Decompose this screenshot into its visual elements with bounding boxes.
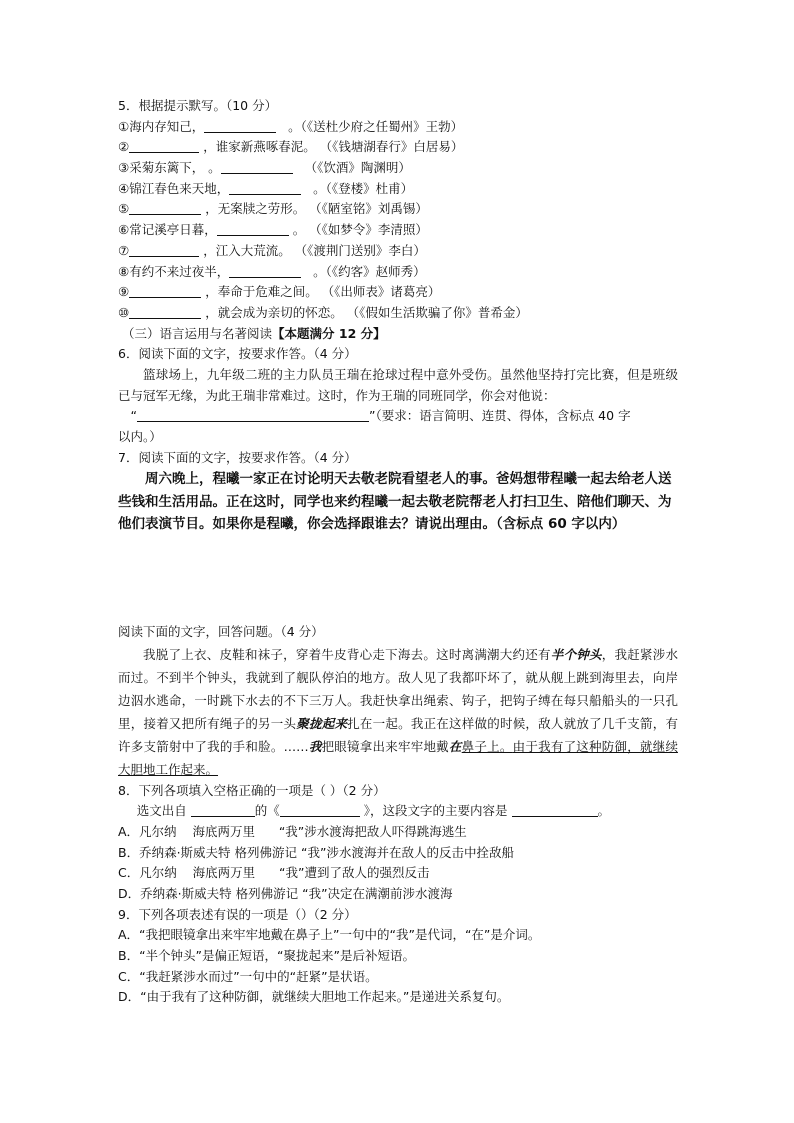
q9-option-a[interactable]: A．“我把眼镜拿出来牢牢地戴在鼻子上”一句中的“我”是代词，“在”是介词。: [118, 927, 541, 943]
q6-quote-open: “: [130, 408, 137, 424]
q9-option-b[interactable]: B．“半个钟头”是偏正短语，“聚拢起来”是后补短语。: [118, 948, 415, 964]
q8-option-a[interactable]: [118, 822, 678, 843]
q8-option-b[interactable]: [118, 843, 678, 864]
reading-p4-emphasis: 在: [448, 738, 462, 754]
q9-option-d[interactable]: D．“由于我有了这种防御，就继续大胆地工作起来。”是递进关系复句。: [118, 989, 510, 1005]
q5-item-8-pre: ⑧有约不来过夜半，: [118, 263, 230, 279]
section3-score: 【本题满分 12 分】: [272, 325, 386, 341]
q5-item-10-pre: ⑩: [118, 304, 130, 320]
reading-p3-emphasis: 我: [308, 738, 322, 754]
q8-option-a-label: A．凡尔纳: [118, 823, 177, 839]
q5-item-1-pre: ①海内存知己，: [118, 118, 205, 134]
reading-title: 阅读下面的文字，回答问题。（4 分）: [118, 623, 324, 639]
q5-item-8-blank[interactable]: [229, 263, 301, 278]
q8-option-c[interactable]: [118, 863, 678, 884]
q5-item-2: [118, 137, 678, 158]
q8-stem: [118, 801, 678, 822]
q5-item-4: [118, 179, 678, 200]
q5-item-6-pre: ⑥常记溪亭日暮，: [118, 222, 217, 238]
q5-item-4-pre: ④锦江春色来天地，: [118, 180, 230, 196]
q5-item-7-blank[interactable]: [129, 242, 199, 257]
q5-item-7-pre: ⑦: [118, 242, 130, 258]
q5-item-2-pre: ②: [118, 139, 130, 155]
exam-page: [118, 96, 678, 1008]
q9-title: 9．下列各项表述有误的一项是（）（2 分）: [118, 906, 357, 922]
q6-answer-blank[interactable]: [137, 407, 369, 422]
reading-p1-emphasis: 半个钟头: [550, 646, 602, 662]
q5-item-1-blank[interactable]: [204, 118, 276, 133]
q5-item-2-post: ，谁家新燕啄春泥。 （《钱塘湖春行》白居易）: [203, 139, 464, 155]
q5-item-1: [118, 117, 678, 138]
q5-item-1-post: 。（《送杜少府之任蜀州》王勃）: [288, 118, 464, 134]
reading-p3: 扎在一起。我正在这样做的时候，敌人就放了几千支箭，有许多支箭射中了我的手和脸。……: [118, 715, 678, 754]
q8-blank-content[interactable]: [512, 802, 598, 817]
section3-label: （三）语言运用与名著阅读: [122, 325, 273, 341]
q9-option-c[interactable]: C．“我赶紧涉水而过”一句中的“赶紧”是状语。: [118, 968, 378, 984]
q5-item-5-blank[interactable]: [129, 200, 201, 215]
reading-p1: 我脱了上衣、皮鞋和袜子，穿着牛皮背心走下海去。这时离满潮大约还有: [143, 646, 551, 662]
section3-heading: [118, 324, 678, 345]
reading-p5: 鼻子上。: [461, 738, 513, 754]
reading-p2: ，我赶紧涉水而过。不到半个钟头，我就到了舰队停泊的地方。敌人见了我都吓坏了，就从舰上跳到海里去，向岸边泅水逃命，一时跳下水去的不下三万人。我赶快拿出绳索、钩子，把钩子缚在每只船船头的一只孔里，接着又把所有绳子的另一头: [118, 646, 678, 731]
q8-option-c-content: “我”遭到了敌人的强烈反击: [279, 865, 430, 881]
q8-option-a-book: 海底两万里: [192, 823, 255, 839]
q8-blank-book[interactable]: [280, 802, 360, 817]
q7-title: 7．阅读下面的文字，按要求作答。（4 分）: [118, 449, 357, 465]
q5-item-10-post: ，就会成为亲切的怀恋。 （《假如生活欺骗了你》普希金）: [205, 304, 528, 320]
q8-option-a-content: “我”涉水渡海把敌人吓得跳海逃生: [278, 823, 467, 839]
q5-item-6-blank[interactable]: [217, 221, 289, 236]
q5-item-6-post: 。 （《如梦令》李清照）: [292, 222, 428, 238]
q8-option-d-label: D．乔纳森·斯威夫特: [118, 886, 232, 902]
q5-item-5-post: ，无案牍之劳形。 （《陋室铭》刘禹锡）: [205, 201, 428, 217]
q6-quote-close: ”（要求：语言简明、连贯、得体，含标点 40 字: [368, 408, 631, 424]
reading-p5-underlined: 由于我有了这种防御，就继续大胆地工作起来。: [118, 738, 678, 777]
q7-text: 周六晚上，程曦一家正在讨论明天去敬老院看望老人的事。爸妈想带程曦一起去给老人送些钱和生活用品。正在这时，同学也来约程曦一起去敬老院帮老人打扫卫生、陪他们聊天、为他们表演节目。如果你是程曦，你会选择跟谁去？请说出理由。（含标点 60 字以内）: [118, 471, 672, 533]
q8-option-c-book: 海底两万里: [192, 865, 256, 881]
q5-item-4-post: 。（《登楼》杜甫）: [313, 180, 414, 196]
q5-item-8: [118, 262, 678, 283]
q5-item-9-pre: ⑨: [118, 284, 130, 300]
q5-item-7: [118, 241, 678, 262]
q5-item-10: [118, 303, 678, 324]
q8-stem-a: 选文出自: [136, 803, 187, 819]
reading-passage: [118, 643, 678, 781]
q5-item-9: [118, 282, 678, 303]
q5-item-5-pre: ⑤: [118, 201, 130, 217]
q7-answer-space[interactable]: [118, 536, 678, 622]
q8-option-b-book: 格列佛游记: [234, 844, 298, 860]
q5-item-3-post: （《饮酒》陶渊明）: [304, 160, 411, 176]
q5-item-3-blank[interactable]: [221, 159, 293, 174]
q5-item-6: [118, 220, 678, 241]
q6-title: 6．阅读下面的文字，按要求作答。（4 分）: [118, 346, 357, 362]
q8-stem-b: 的《: [254, 803, 280, 819]
q8-blank-author[interactable]: [191, 802, 255, 817]
q5-item-9-post: ，奉命于危难之间。 （《出师表》诸葛亮）: [205, 284, 441, 300]
q8-stem-d: 。: [597, 803, 611, 819]
q6-tail: 以内。）: [118, 429, 162, 445]
q8-option-b-label: B．乔纳森·斯威夫特: [118, 844, 231, 860]
q5-item-2-blank[interactable]: [129, 138, 199, 153]
q5-item-9-blank[interactable]: [129, 283, 201, 298]
q5-title: 5．根据提示默写。（10 分）: [118, 98, 278, 113]
q5-item-4-blank[interactable]: [229, 180, 301, 195]
reading-p2-emphasis: 聚拢起来: [296, 715, 348, 731]
q6-answer-line: [118, 406, 678, 427]
q6-text: 篮球场上，九年级二班的主力队员王瑞在抢球过程中意外受伤。虽然他坚持打完比赛，但是班级已与冠军无缘，为此王瑞非常难过。这时，作为王瑞的同班同学，你会对他说：: [118, 366, 678, 403]
q8-option-d[interactable]: [118, 884, 678, 905]
reading-p4: 把眼镜拿出来牢牢地戴: [321, 738, 449, 754]
q8-stem-c: 》，这段文字的主要内容是: [363, 803, 508, 819]
q8-title: 8．下列各项填入空格正确的一项是（ ）（2 分）: [118, 782, 386, 798]
q5-item-8-post: 。（《约客》赵师秀）: [313, 263, 426, 279]
q8-option-d-book: 格列佛游记: [235, 886, 299, 902]
q5-item-3: [118, 158, 678, 179]
q8-option-c-label: C．凡尔纳: [118, 865, 177, 881]
q5-item-3-pre: ③采菊东篱下， 。: [118, 160, 221, 176]
q5-item-10-blank[interactable]: [129, 304, 201, 319]
q5-item-5: [118, 199, 678, 220]
q8-option-b-content: “我”涉水渡海并在敌人的反击中拴敌船: [301, 844, 514, 860]
q8-option-d-content: “我”决定在满潮前涉水渡海: [302, 886, 453, 902]
q5-item-7-post: ，江入大荒流。 （《渡荆门送别》李白）: [203, 242, 426, 258]
